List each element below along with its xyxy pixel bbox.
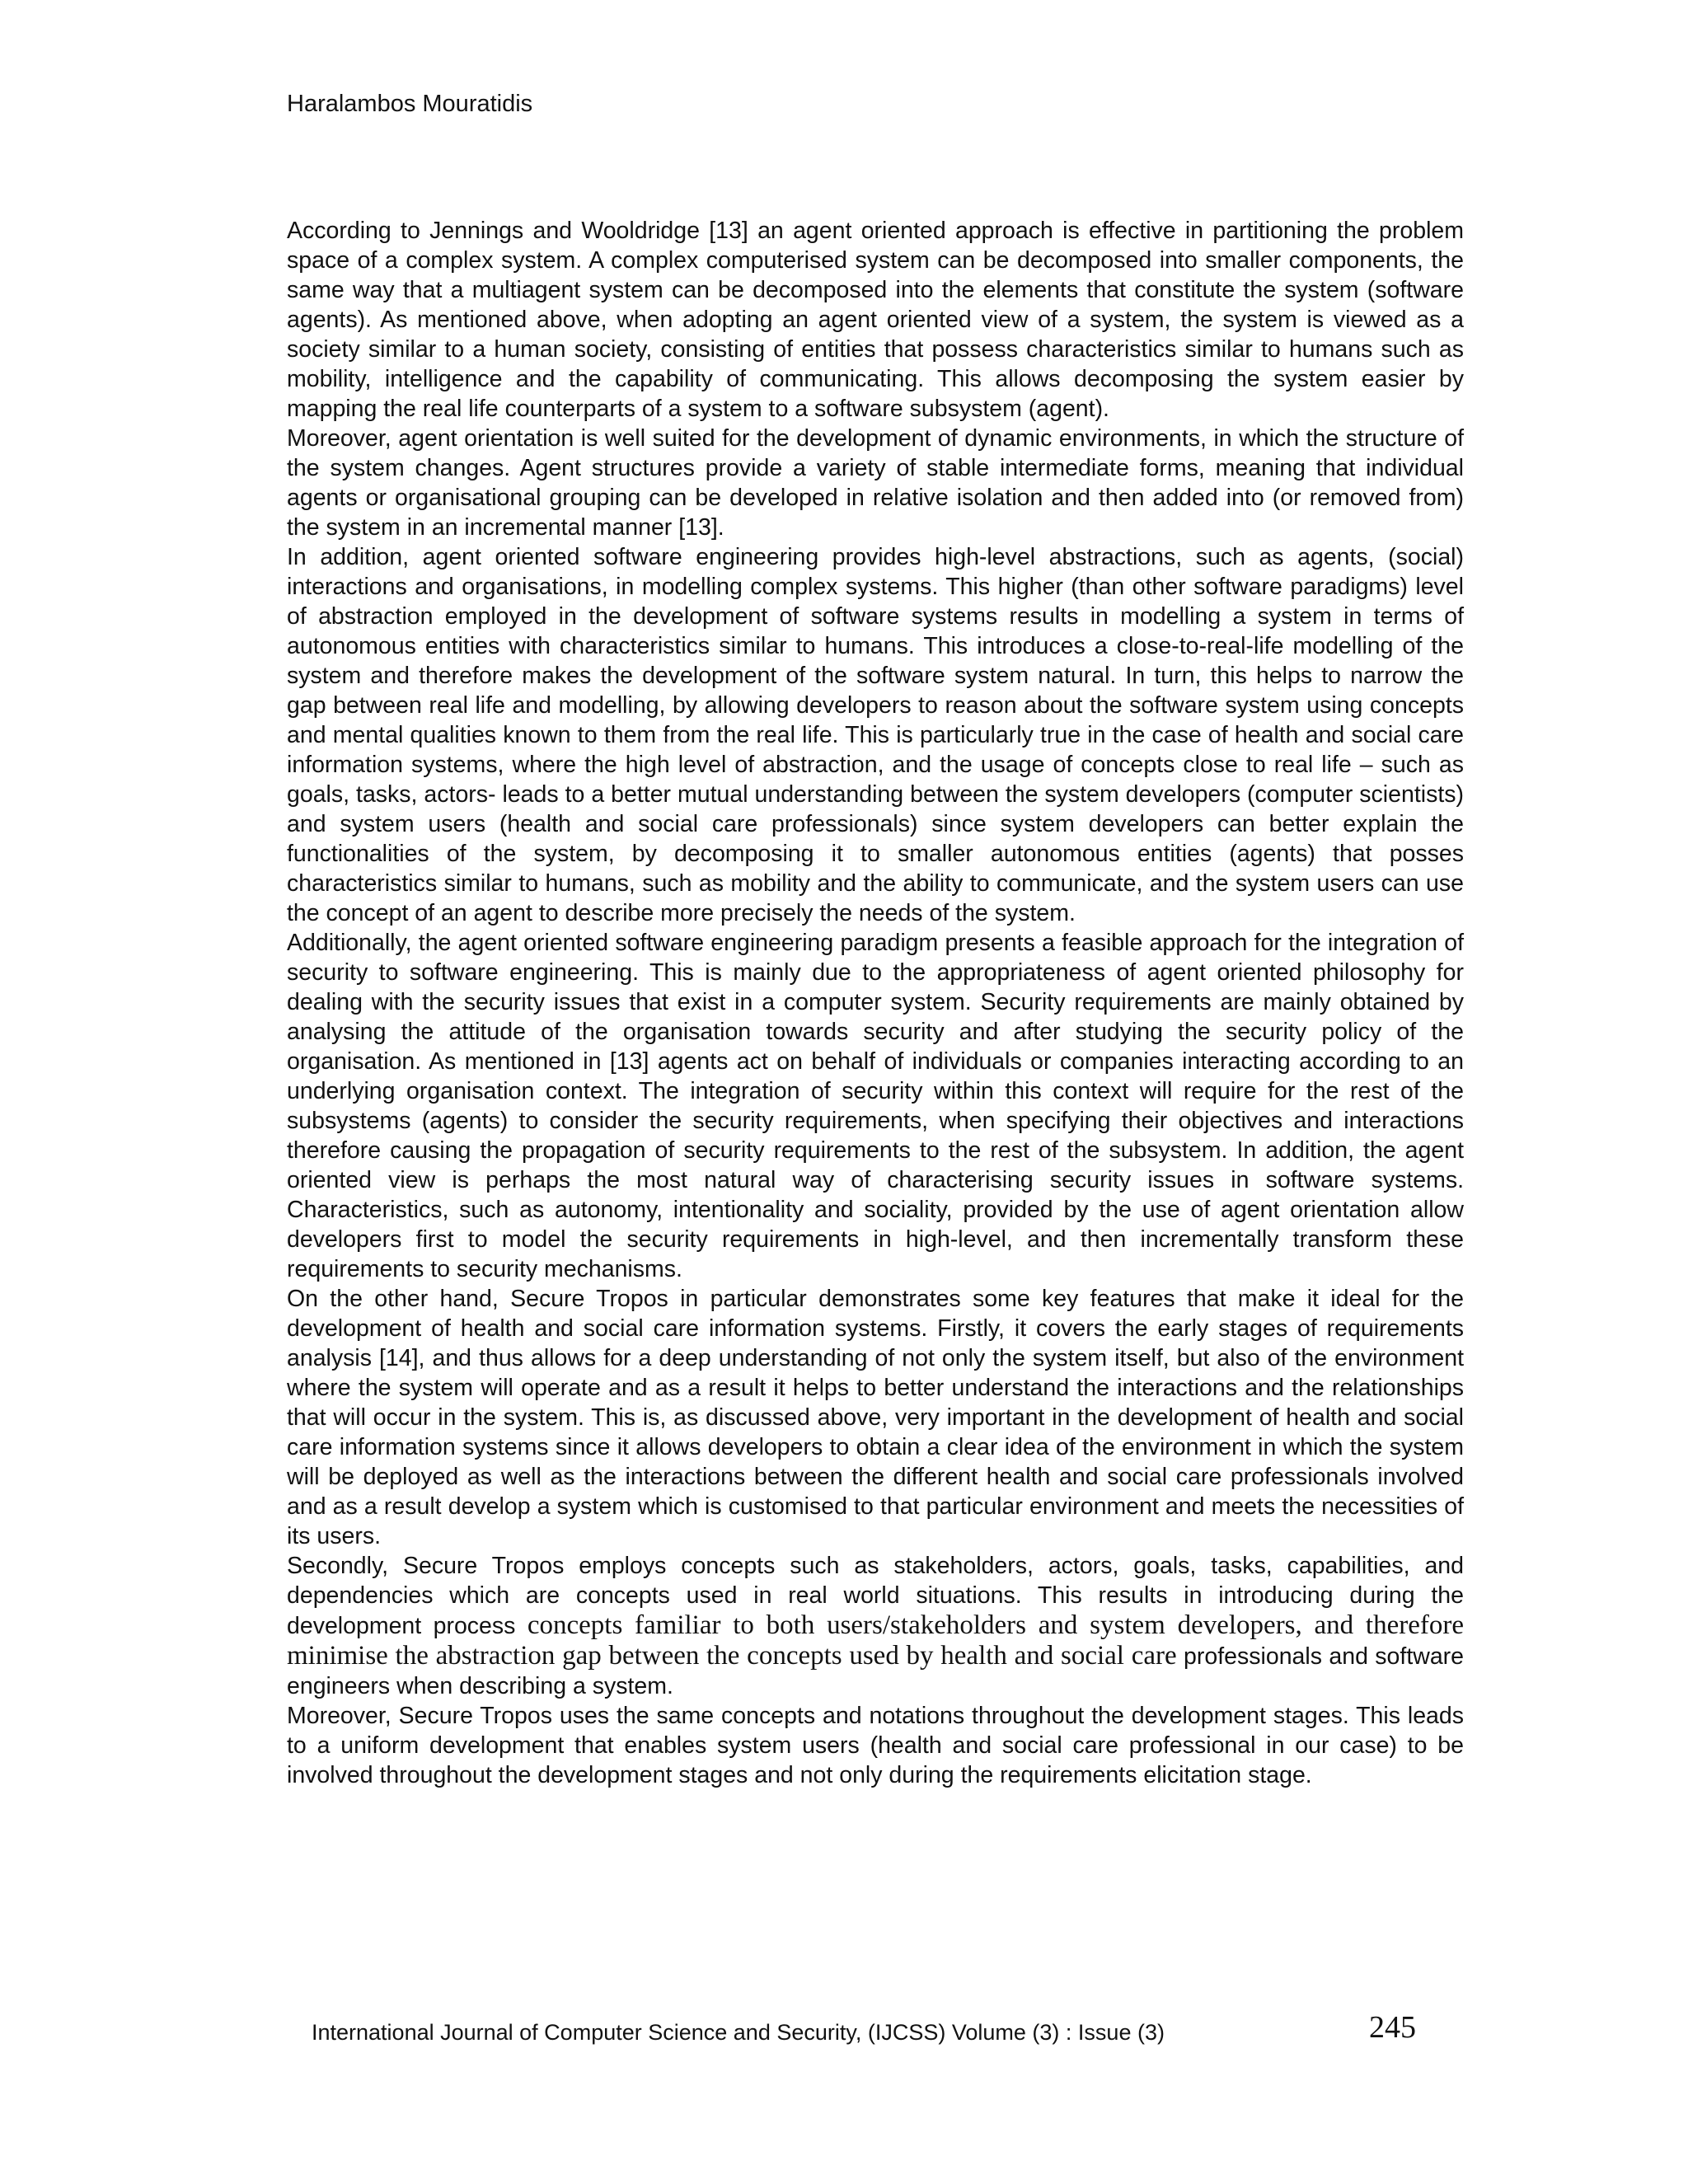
running-head-author: Haralambos Mouratidis <box>287 91 533 117</box>
paragraph-secure-tropos-concepts <box>287 1551 1464 1701</box>
footer <box>312 2009 1419 2049</box>
paragraph: Additionally, the agent oriented software engineering paradigm presents a feasible approach for the integration of security to software engineering. This is mainly due to the appropriateness of agent oriented philosophy for dealing with the security issues that exist in a computer system. Security requirements are mainly obtained by analysing the attitude of the organisation towards security and after studying the security policy of the organisation. As mentioned in [13] agents act on behalf of individuals or companies interacting according to an underlying organisation context. The integration of security within this context will require for the rest of the subsystems (agents) to consider the security requirements, when specifying their objectives and interactions therefore causing the propagation of security requirements to the rest of the subsystem. In addition, the agent oriented view is perhaps the most natural way of characterising security issues in software systems. Characteristics, such as autonomy, intentionality and sociality, provided by the use of agent orientation allow developers first to model the security requirements in high-level, and then incrementally transform these requirements to security mechanisms. <box>287 930 1464 1282</box>
paragraph: Moreover, Secure Tropos uses the same concepts and notations throughout the development stages. This leads to a uniform development that enables system users (health and social care professional in our case) to be involved throughout the development stages and not only during the requirements elicitation stage. <box>287 1703 1464 1788</box>
paragraph: According to Jennings and Wooldridge [13] an agent oriented approach is effective in partitioning the problem space of a complex system. A complex computerised system can be decomposed into smaller components, the same way that a multiagent system can be decomposed into the elements that constitute the system (software agents). As mentioned above, when adopting an agent oriented view of a system, the system is viewed as a society similar to a human society, consisting of entities that possess characteristics similar to humans such as mobility, intelligence and the capability of communicating. This allows decomposing the system easier by mapping the real life counterparts of a system to a software subsystem (agent). <box>287 218 1464 422</box>
paragraph-run: Secondly, Secure Tropos employs concepts such as stakeholders, actors, goals, tasks, capabilities, and dependencies which are concepts used in real world situations. This results in introducing during the development process <box>287 1553 1464 1639</box>
paragraph: On the other hand, Secure Tropos in particular demonstrates some key features that make it ideal for the development of health and social care information systems. Firstly, it covers the early stages of requirements analysis [14], and thus allows for a deep understanding of not only the system itself, but also of the environment where the system will operate and as a result it helps to better understand the interactions and the relationships that will occur in the system. This is, as discussed above, very important in the development of health and social care information systems since it allows developers to obtain a clear idea of the environment in which the system will be deployed as well as the interactions between the different health and social care professionals involved and as a result develop a system which is customised to that particular environment and meets the necessities of its users. <box>287 1286 1464 1549</box>
paragraph: In addition, agent oriented software engineering provides high-level abstractions, such as agents, (social) interactions and organisations, in modelling complex systems. This higher (than other software paradigms) level of abstraction employed in the development of software systems results in modelling a system in terms of autonomous entities with characteristics similar to humans. This introduces a close-to-real-life modelling of the system and therefore makes the development of the software system natural. In turn, this helps to narrow the gap between real life and modelling, by allowing developers to reason about the software system using concepts and mental qualities known to them from the real life. This is particularly true in the case of health and social care information systems, where the high level of abstraction, and the usage of concepts close to real life – such as goals, tasks, actors- leads to a better mutual understanding between the system developers (computer scientists) and system users (health and social care professionals) since system developers can better explain the functionalities of the system, by decomposing it to smaller autonomous entities (agents) that posses characteristics similar to humans, such as mobility and the ability to communicate, and the system users can use the concept of an agent to describe more precisely the needs of the system. <box>287 544 1464 926</box>
page-number: 245 <box>1369 2010 1416 2045</box>
paragraph-run-serif: concepts familiar to both users/stakeholders and system developers, and therefore minimise the abstraction gap between the concepts used by health and social care <box>287 1610 1464 1671</box>
paragraph: Moreover, agent orientation is well suited for the development of dynamic environments, in which the structure of the system changes. Agent structures provide a variety of stable intermediate forms, meaning that individual agents or organisational grouping can be developed in relative isolation and then added into (or removed from) the system in an incremental manner [13]. <box>287 425 1464 541</box>
paragraph-run: professionals and software engineers when describing a system. <box>287 1643 1465 1699</box>
footer-journal-citation: International Journal of Computer Science and Security, (IJCSS) Volume (3) : Issue (3) <box>312 2020 1165 2045</box>
body-text <box>287 216 1464 1790</box>
